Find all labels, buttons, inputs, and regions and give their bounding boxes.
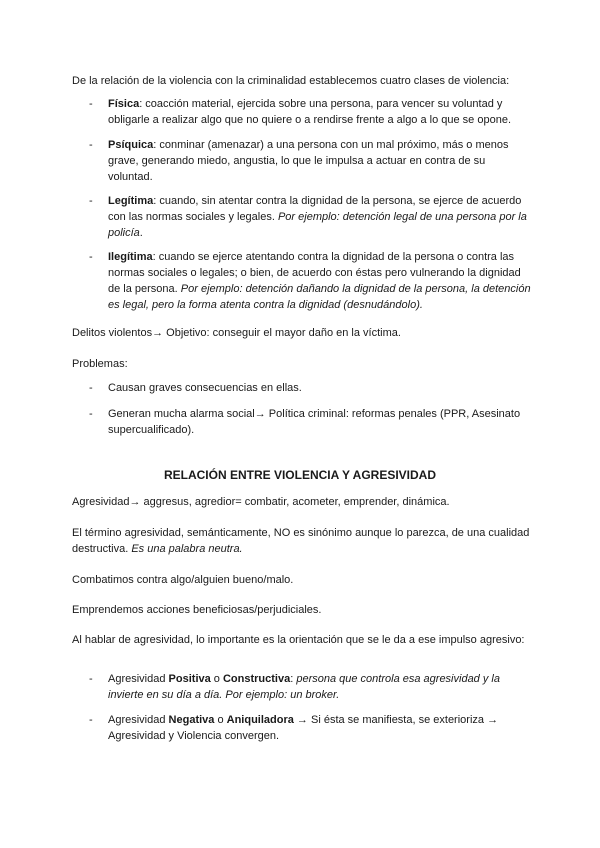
list-dash: - — [89, 139, 93, 151]
section-title: RELACIÓN ENTRE VIOLENCIA Y AGRESIVIDAD — [163, 468, 437, 482]
term-aniquiladora: Aniquiladora — [226, 714, 294, 726]
definition-ilegitima: : cuando se ejerce atentando contra la dignidad de la persona o contra las normas sociales o legales; o bien, de acuerdo con éstas pero vulnerando la dignidad de la persona. — [108, 251, 521, 295]
term-positiva: Positiva — [168, 673, 211, 685]
example-ilegitima: Por ejemplo: detención dañando la dignidad de la persona, la detención es legal, pero la forma atenta contra la dignidad (desnudándolo). — [108, 283, 531, 311]
definition-fisica: : coacción material, ejercida sobre una persona, para vencer su voluntad y obligarle a realizar algo que no quiere o a rendirse frente a algo a lo que se opone. — [108, 98, 511, 126]
list-dash: - — [89, 98, 93, 110]
intro-paragraph: De la relación de la violencia con la criminalidad establecemos cuatro clases de violencia: — [72, 75, 510, 87]
list-dash: - — [89, 673, 93, 685]
definition-legitima: : cuando, sin atentar contra la dignidad de la persona, se ejerce de acuerdo con las normas sociales y legales. — [108, 195, 522, 223]
term-ilegitima: Ilegítima — [108, 251, 153, 263]
undertake-paragraph: Emprendemos acciones beneficiosas/perjudiciales. — [72, 604, 322, 616]
term-note-italic: Es una palabra neutra. — [131, 543, 243, 555]
list-dash: - — [89, 714, 93, 726]
document-page: De la relación de la violencia con la criminalidad establecemos cuatro clases de violencia: - Física: coacción material, ejercida sobre una persona, para vencer su voluntad y obligarle a realizar algo que no quiere o a rendirse frente a algo a lo que se opone. - Psíquica: conminar (amenazar) a una persona con un mal próximo, más o menos grave, generando miedo, angustia, lo que le impulsa a actuar en contra de su voluntad. - Legítima: cuando, sin atentar contra la dignidad de la persona, se ejerce de acuerdo con las normas sociales y legales. Por ejemplo: detención legal de una persona por la policía. - Ilegítima: cuando se ejerce atentando contra la dignidad de la persona o contra las normas sociales o legales; o bien, de acuerdo con éstas pero vulnerando la dignidad de la persona. Por ejemplo: detención dañando la dignidad de la persona, la detención es legal, pero la forma atenta contra la dignidad (desnudándolo). Delitos violentos→ Objetivo: conseguir el mayor daño en la víctima. Problemas: - Causan graves consecuencias en ellas. - Generan mucha alarma social→ Política criminal: reformas penales (PPR, Asesinato supercualificado). RELACIÓN ENTRE VIOLENCIA Y AGRESIVIDAD Agresividad→ aggresus, agredior= combatir, acometer, emprender, dinámica. El término agresividad, semánticamente, NO es sinónimo aunque lo parezca, de una cualidad destructiva. Es una palabra neutra. Combatimos contra algo/alguien bueno/malo. Emprendemos acciones beneficiosas/perjudiciales. Al hablar de agresividad, lo importante es la orientación que se le da a ese impulso agresivo: - Agresividad Positiva o Constructiva: persona que controla esa agresividad y la invierte en su día a día. Por ejemplo: un broker. - Agresividad Negativa o Aniquiladora → Si ésta se manifiesta, se exterioriza → Agresividad y Violencia convergen. — [72, 75, 531, 742]
term-fisica: Física — [108, 98, 140, 110]
term-negativa: Negativa — [168, 714, 215, 726]
term-note-paragraph: El término agresividad, semánticamente, NO es sinónimo aunque lo parezca, de una cualidad destructiva. Es una palabra neutra. — [72, 527, 530, 555]
violent-crimes-paragraph: Delitos violentos→ Objetivo: conseguir el mayor daño en la víctima. — [72, 327, 401, 339]
problems-heading: Problemas: — [72, 358, 128, 370]
example-legitima: Por ejemplo: detención legal de una persona por la policía — [108, 211, 527, 239]
problem-text: Causan graves consecuencias en ellas. — [108, 382, 302, 394]
list-dash: - — [89, 195, 93, 207]
term-constructiva: Constructiva — [222, 673, 291, 685]
problem-text: Generan mucha alarma social→ Política criminal: reformas penales (PPR, Asesinato supercualificado). — [108, 408, 521, 436]
term-psiquica: Psíquica — [108, 139, 154, 151]
orientation-paragraph: Al hablar de agresividad, lo importante es la orientación que se le da a ese impulso agresivo: — [72, 634, 525, 646]
combat-paragraph: Combatimos contra algo/alguien bueno/malo. — [72, 574, 294, 586]
term-legitima: Legítima — [108, 195, 154, 207]
list-dash: - — [89, 382, 93, 394]
list-dash: - — [89, 251, 93, 263]
positive-description: persona que controla esa agresividad y la invierte en su día a día. Por ejemplo: un broker. — [108, 673, 500, 701]
list-dash: - — [89, 408, 93, 420]
negative-description: → Si ésta se manifiesta, se exterioriza → Agresividad y Violencia convergen. — [108, 714, 499, 742]
definition-psiquica: : conminar (amenazar) a una persona con un mal próximo, más o menos grave, generando miedo, angustia, lo que le impulsa a actuar en contra de su voluntad. — [108, 139, 509, 183]
etymology-paragraph: Agresividad→ aggresus, agredior= combatir, acometer, emprender, dinámica. — [72, 496, 450, 508]
